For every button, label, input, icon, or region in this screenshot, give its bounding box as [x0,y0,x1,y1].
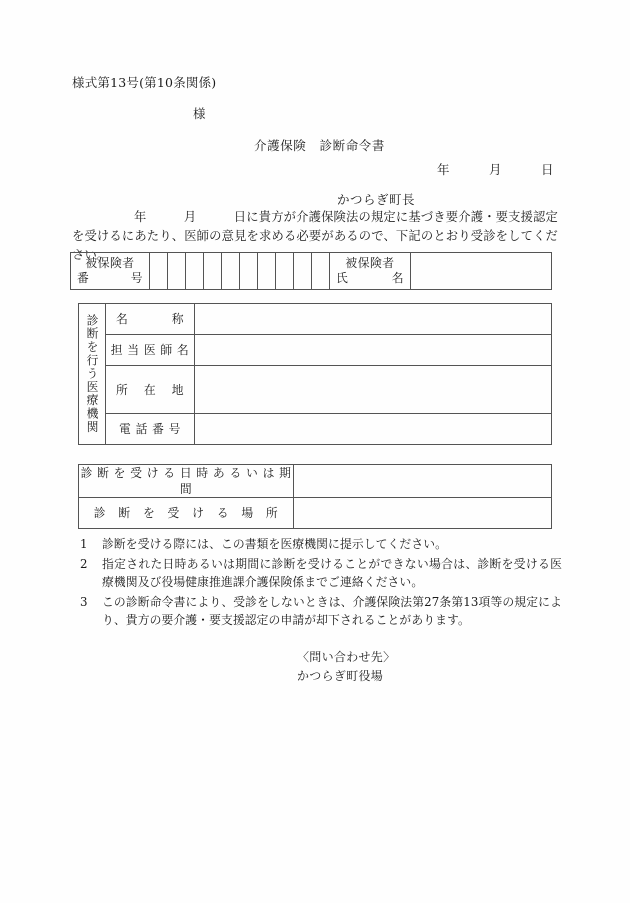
table-row [71,253,552,290]
form-number: 様式第13号(第10条関係) [72,75,217,90]
institution-name-value[interactable] [195,304,552,335]
contact-block [297,648,395,686]
insured-number-label-left: 番 [77,271,90,285]
table-row [79,366,552,414]
table-row [79,414,552,445]
table-row [79,335,552,366]
insured-number-cell-8[interactable] [276,253,294,290]
institution-address-label-mid: 在 [143,382,157,397]
addressee-honorific: 様 [193,106,206,121]
institution-address-value[interactable] [195,366,552,414]
insured-name-label-left: 氏 [336,271,349,285]
institution-address-label [106,366,195,414]
institution-vertical-label [79,304,106,445]
insured-number-cell-4[interactable] [204,253,222,290]
institution-name-label-inner [106,311,194,327]
insured-number-cell-6[interactable] [240,253,258,290]
insured-number-cell-5[interactable] [222,253,240,290]
issuer-name: かつらぎ町長 [337,192,416,207]
institution-vertical-label-text: 診断を行う医療機関 [85,314,99,434]
issue-date-line: 年 月 日 [437,162,555,177]
note-text-2: 指定された日時あるいは期間に診断を受けることができない場合は、診断を受ける医療機関及び役場健康推進課介護保険係までご連絡ください。 [102,556,562,589]
institution-address-label-right: 地 [171,382,184,397]
insured-number-label-line2 [77,271,143,286]
institution-phone-value[interactable] [195,414,552,445]
insured-name-label-line1: 被保険者 [345,256,395,270]
insured-name-label [330,253,411,290]
list-item [78,535,562,554]
note-number-1: 1 [80,537,88,551]
examination-schedule-table [78,464,552,529]
examination-place-value[interactable] [294,498,552,529]
insured-person-table [70,252,552,290]
table-row [79,304,552,335]
insured-number-label-line1: 被保険者 [85,256,135,270]
insured-number-cell-3[interactable] [186,253,204,290]
examination-place-label: 診 断 を 受 け る 場 所 [79,498,294,529]
insured-number-cell-9[interactable] [294,253,312,290]
notes-list [78,535,562,631]
institution-address-label-left: 所 [116,382,129,397]
note-number-2: 2 [80,556,88,571]
contact-heading: 〈問い合わせ先〉 [297,650,396,664]
institution-doctor-label: 担 当 医 師 名 [106,335,195,366]
body-text: に貴方が介護保険法の規定に基づき要介護・要支援認定を受けるにあたり、医師の意見を求める必要があるので、下記のとおり受診をしてください。 [72,210,558,262]
table-row [79,498,552,529]
institution-name-label-right: 称 [171,312,184,326]
note-text-1: 診断を受ける際には、この書類を医療機関に提示してください。 [102,537,448,551]
document-title: 介護保険 診断命令書 [254,138,386,153]
institution-phone-label: 電 話 番 号 [106,414,195,445]
examination-datetime-value[interactable] [294,465,552,498]
table-row [79,465,552,498]
insured-number-label [71,253,150,290]
insured-name-label-line2 [336,271,404,286]
medical-institution-table [78,303,552,445]
insured-number-cell-7[interactable] [258,253,276,290]
insured-name-label-right: 名 [391,271,404,285]
examination-datetime-label: 診 断 を 受 け る 日 時 あ る い は 期 間 [79,465,294,498]
insured-name-value[interactable] [411,253,552,290]
institution-address-label-inner [106,382,194,398]
insured-number-cell-10[interactable] [312,253,330,290]
insured-number-label-right: 号 [130,271,143,285]
body-date-blank: 年 月 日 [134,210,247,224]
institution-doctor-value[interactable] [195,335,552,366]
note-text-3: この診断命令書により、受診をしないときは、介護保険法第27条第13項等の規定により、貴方の要介護・要支援認定の申請が却下されることがあります。 [102,594,562,627]
contact-name: かつらぎ町役場 [297,669,384,683]
institution-name-label [106,304,195,335]
list-item [78,593,562,630]
insured-number-cell-2[interactable] [168,253,186,290]
institution-name-label-left: 名 [116,312,129,326]
note-number-3: 3 [80,594,88,609]
list-item [78,555,562,592]
insured-number-cell-1[interactable] [150,253,168,290]
